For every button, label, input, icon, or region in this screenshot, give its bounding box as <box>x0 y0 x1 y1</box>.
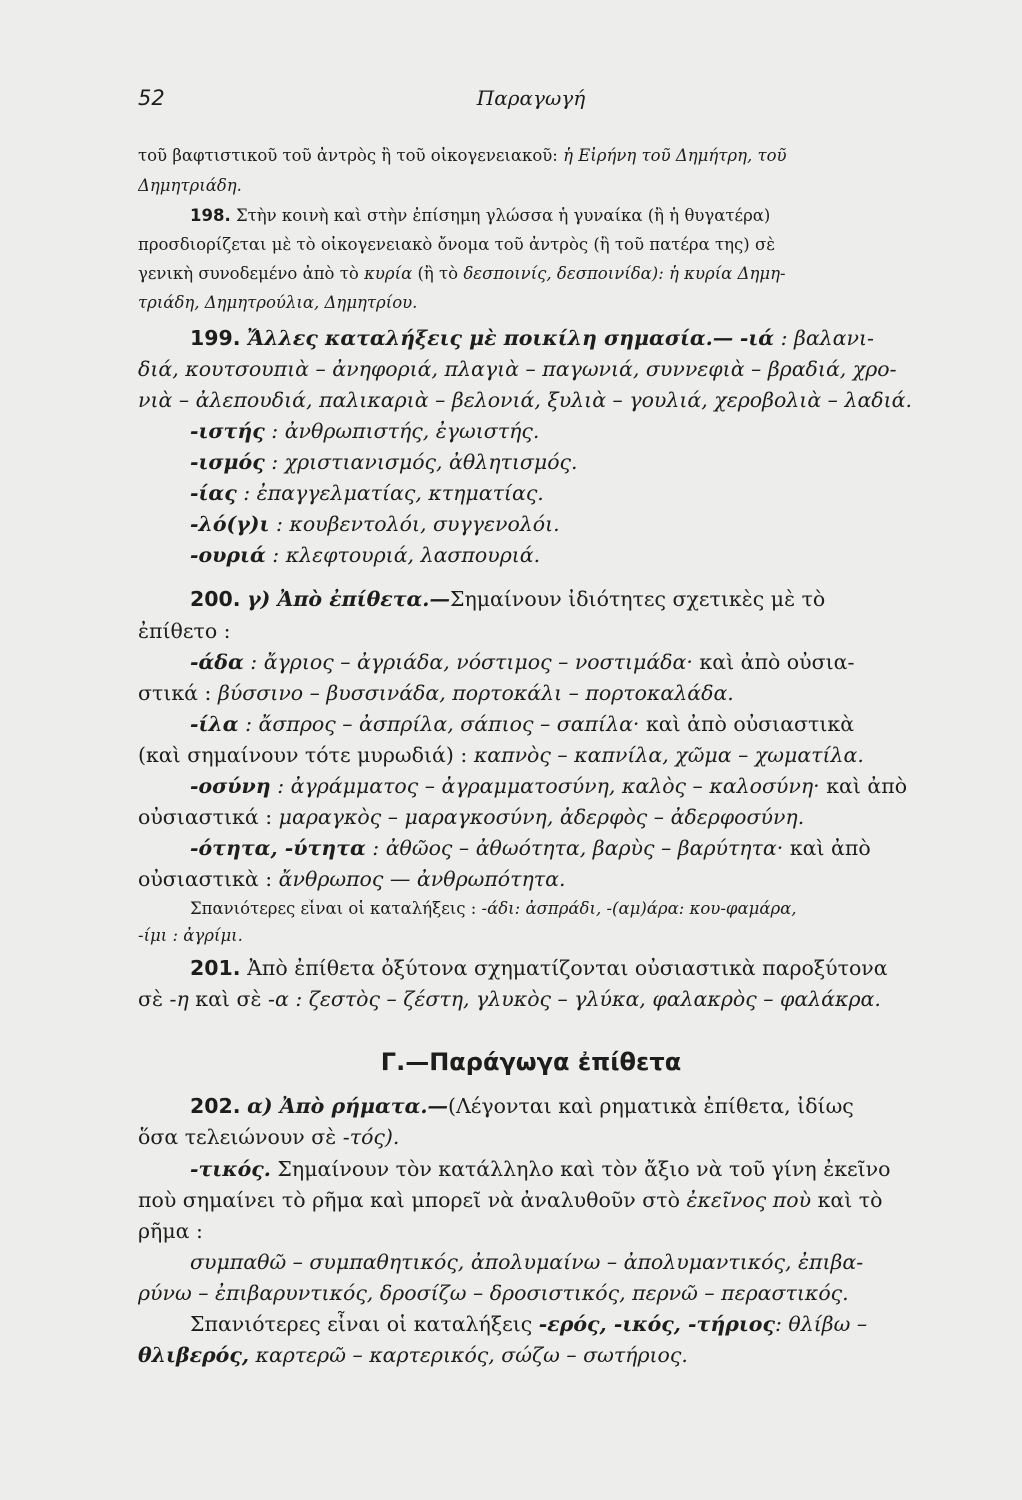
paragraph-number: 199. <box>190 326 241 350</box>
paragraph-number: 198. <box>190 206 231 225</box>
paragraph-198: 198. Στὴν κοινὴ καὶ στὴν ἐπίσημη γλώσσα ἡ γυναίκα (ἢ ἡ θυγατέρα) <box>190 206 771 225</box>
suffix: -ίλα <box>190 712 239 736</box>
text-line: προσδιορίζεται μὲ τὸ οἰκογενειακὸ ὄνομα τοῦ ἀντρὸς (ἢ τοῦ πατέρα της) σὲ <box>138 235 776 254</box>
page-number: 52 <box>138 86 165 110</box>
text-line: ἐπίθετο : <box>138 619 231 643</box>
suffix: -οσύνη <box>190 774 271 798</box>
text-line: Δημητριάδη. <box>138 176 242 195</box>
text-line: ποὺ σημαίνει τὸ ρῆμα καὶ μπορεῖ νὰ ἀναλυθοῦν στὸ ἐκεῖνος ποὺ καὶ τὸ <box>138 1188 883 1212</box>
text-line: νιὰ – ἀλεπουδιά, παλικαριὰ – βελονιά, ξυλιὰ – γουλιά, χεροβολιὰ – λαδιά. <box>138 388 913 412</box>
suffix-line: -ίλα : ἄσπρος – ἀσπρίλα, σάπιος – σαπίλα· καὶ ἀπὸ οὐσιαστικὰ <box>190 712 855 736</box>
paragraph-199: 199. Ἄλλες καταλήξεις μὲ ποικίλη σημασία.— -ιά : βαλανι- <box>190 326 874 350</box>
small-note: Σπανιότερες εἶναι οἱ καταλήξεις : -άδι: ἀσπράδι, -(αμ)άρα: κου-φαμάρα, <box>190 899 797 918</box>
suffix-line: -άδα : ἄγριος – ἀγριάδα, νόστιμος – νοστιμάδα· καὶ ἀπὸ οὐσια- <box>190 650 855 674</box>
suffix: -λό(γ)ι <box>190 512 270 536</box>
text-line: θλιβερός, καρτερῶ – καρτερικός, σώζω – σωτήριος. <box>138 1343 688 1367</box>
paragraph-201: 201. Ἀπὸ ἐπίθετα ὀξύτονα σχηματίζονται οὐσιαστικὰ παροξύτονα <box>190 956 888 980</box>
small-note: -ίμι : ἀγρίμι. <box>138 926 243 945</box>
suffix-line: -λό(γ)ι : κουβεντολόι, συγγενολόι. <box>190 512 560 536</box>
suffix-line: -ουριά : κλεφτουριά, λασπουριά. <box>190 543 541 567</box>
running-head: Παραγωγή <box>476 86 586 110</box>
text-line: τριάδη, Δημητρούλια, Δημητρίου. <box>138 293 418 312</box>
suffix-line: -ισμός : χριστιανισμός, ἀθλητισμός. <box>190 450 578 474</box>
text-line: (καὶ σημαίνουν τότε μυρωδιά) : καπνὸς – καπνίλα, χῶμα – χωματίλα. <box>138 743 864 767</box>
example-line: ρύνω – ἐπιβαρυντικός, δροσίζω – δροσιστικός, περνῶ – περαστικός. <box>138 1281 849 1305</box>
paragraph-number: 201. <box>190 956 241 980</box>
suffix: -ουριά <box>190 543 266 567</box>
text-line: οὐσιαστικά : μαραγκὸς – μαραγκοσύνη, ἀδερφὸς – ἀδερφοσύνη. <box>138 805 805 829</box>
suffix: -ότητα, -ύτητα <box>190 836 366 860</box>
text-line: σὲ -η καὶ σὲ -α : ζεστὸς – ζέστη, γλυκὸς – γλύκα, φαλακρὸς – φαλάκρα. <box>138 987 881 1011</box>
paragraph-heading: γ) Ἀπὸ ἐπίθετα.— <box>247 587 450 611</box>
paragraph-200: 200. γ) Ἀπὸ ἐπίθετα.—Σημαίνουν ἰδιότητες σχετικὲς μὲ τὸ <box>190 587 826 611</box>
paragraph-number: 200. <box>190 587 241 611</box>
text-line: τοῦ βαφτιστικοῦ τοῦ ἀντρὸς ἢ τοῦ οἰκογενειακοῦ: ἡ Εἰρήνη τοῦ Δημήτρη, τοῦ <box>138 146 787 165</box>
text-line: γενικὴ συνοδεμένο ἀπὸ τὸ κυρία (ἢ τὸ δεσποινίς, δεσποινίδα): ἡ κυρία Δημη- <box>138 264 786 283</box>
text-line: στικά : βύσσινο – βυσσινάδα, πορτοκάλι – πορτοκαλάδα. <box>138 681 734 705</box>
paragraph-heading: Ἄλλες καταλήξεις μὲ ποικίλη σημασία.— <box>247 326 734 350</box>
page-header <box>138 86 924 116</box>
section-title: Γ.—Παράγωγα ἐπίθετα <box>380 1048 682 1076</box>
paragraph-heading: α) Ἀπὸ ρήματα.— <box>247 1094 448 1118</box>
suffix-line: -οσύνη : ἀγράμματος – ἀγραμματοσύνη, καλὸς – καλοσύνη· καὶ ἀπὸ <box>190 774 908 798</box>
text-line: οὐσιαστικὰ : ἄνθρωπος — ἀνθρωπότητα. <box>138 867 566 891</box>
suffix: -ισμός <box>190 450 265 474</box>
text-line: διά, κουτσουπιὰ – ἀνηφοριά, πλαγιὰ – παγωνιά, συννεφιὰ – βραδιά, χρο- <box>138 357 897 381</box>
suffix-line: -τικός. Σημαίνουν τὸν κατάλληλο καὶ τὸν ἄξιο νὰ τοῦ γίνη ἐκεῖνο <box>190 1157 891 1181</box>
suffix: -ιστής <box>190 419 265 443</box>
suffix: -άδα <box>190 650 244 674</box>
suffix-line: -ίας : ἐπαγγελματίας, κτηματίας. <box>190 481 544 505</box>
suffix: -τικός. <box>190 1157 271 1181</box>
paragraph-202: 202. α) Ἀπὸ ρήματα.—(Λέγονται καὶ ρηματικὰ ἐπίθετα, ἰδίως <box>190 1094 854 1118</box>
suffix: -ίας <box>190 481 237 505</box>
suffix-line: -ότητα, -ύτητα : ἀθῶος – ἀθωότητα, βαρὺς – βαρύτητα· καὶ ἀπὸ <box>190 836 871 860</box>
paragraph-number: 202. <box>190 1094 241 1118</box>
text-line: ὅσα τελειώνουν σὲ -τός). <box>138 1125 400 1149</box>
text-line: ρῆμα : <box>138 1219 203 1243</box>
example-line: συμπαθῶ – συμπαθητικός, ἀπολυμαίνω – ἀπολυμαντικός, ἐπιβα- <box>190 1250 864 1274</box>
suffix-line: -ιστής : ἀνθρωπιστής, ἐγωιστής. <box>190 419 540 443</box>
suffix: -ερός, -ικός, -τήριος <box>538 1312 775 1336</box>
text-line: Σπανιότερες εἶναι οἱ καταλήξεις -ερός, -ικός, -τήριος: θλίβω – <box>190 1312 868 1336</box>
